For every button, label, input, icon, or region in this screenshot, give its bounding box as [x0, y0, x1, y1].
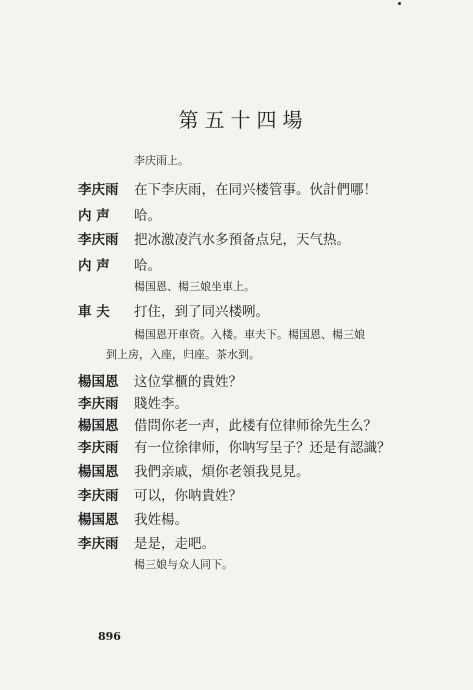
dialog-text: 哈。: [134, 258, 161, 274]
dialog-line: [0, 508, 473, 530]
dialog-line: [0, 370, 473, 392]
dialog-line: [0, 414, 473, 436]
dialog-text: 在下李庆雨，在同兴楼管事。伙計們哪！: [134, 182, 377, 198]
dialog-line: [0, 254, 473, 276]
speaker-name: 楊国恩: [78, 464, 119, 480]
stage-direction: [0, 346, 473, 368]
dialog-line: [0, 204, 473, 226]
stage-direction-text: 楊国恩、楊三娘坐車上。: [134, 280, 255, 293]
dialog-text: 我們亲戚，煩你老領我見見。: [134, 464, 310, 480]
speaker-name: 内 声: [78, 258, 110, 274]
dialog-line: [0, 484, 473, 506]
dialog-line: [0, 392, 473, 414]
scene-title: 第五十四場: [178, 108, 309, 132]
speaker-name: 李庆雨: [78, 396, 119, 412]
stage-direction-text: 楊三娘与众人同下。: [134, 558, 233, 571]
stage-direction: [0, 278, 473, 300]
dialog-text: 这位掌櫃的貴姓？: [134, 374, 242, 390]
dialog-text: 是是，走吧。: [134, 536, 215, 552]
dialog-text: 賤姓李。: [134, 396, 188, 412]
dialog-line: [0, 460, 473, 482]
speaker-name: 車 夫: [78, 304, 110, 320]
dialog-text: 有一位徐律师，你呐写呈子？还是有認識？: [134, 440, 391, 456]
speaker-name: 李庆雨: [78, 488, 119, 504]
dialog-line: [0, 300, 473, 322]
dialog-text: 我姓楊。: [134, 512, 188, 528]
speaker-name: 李庆雨: [78, 536, 119, 552]
stage-direction: [0, 152, 473, 174]
dialog-text: 借問你老一声，此楼有位律师徐先生么？: [134, 418, 377, 434]
dialog-text: 打住，到了同兴楼咧。: [134, 304, 269, 320]
stage-direction: [0, 326, 473, 348]
speaker-name: 楊国恩: [78, 374, 119, 390]
stage-direction: [0, 556, 473, 578]
stage-direction-text: 楊国恩开車资。入楼。車夫下。楊国恩、楊三娘: [134, 328, 365, 341]
speaker-name: 李庆雨: [78, 232, 119, 248]
speaker-name: 内 声: [78, 208, 110, 224]
dialog-line: [0, 228, 473, 250]
dialog-text: 把冰激凌汽水多預备点兒，天气热。: [134, 232, 350, 248]
dialog-line: [0, 436, 473, 458]
stage-direction-text: 李庆雨上。: [134, 154, 189, 167]
page-number: 896: [98, 630, 121, 643]
stage-direction-text: 到上房，入座，归座。茶水到。: [106, 348, 260, 361]
speaker-name: 李庆雨: [78, 440, 119, 456]
speaker-name: 楊国恩: [78, 418, 119, 434]
dialog-line: [0, 178, 473, 200]
dialog-text: 哈。: [134, 208, 161, 224]
speaker-name: 楊国恩: [78, 512, 119, 528]
dialog-text: 可以，你呐貴姓？: [134, 488, 242, 504]
speaker-name: 李庆雨: [78, 182, 119, 198]
dialog-line: [0, 532, 473, 554]
ink-speck: [398, 2, 401, 5]
